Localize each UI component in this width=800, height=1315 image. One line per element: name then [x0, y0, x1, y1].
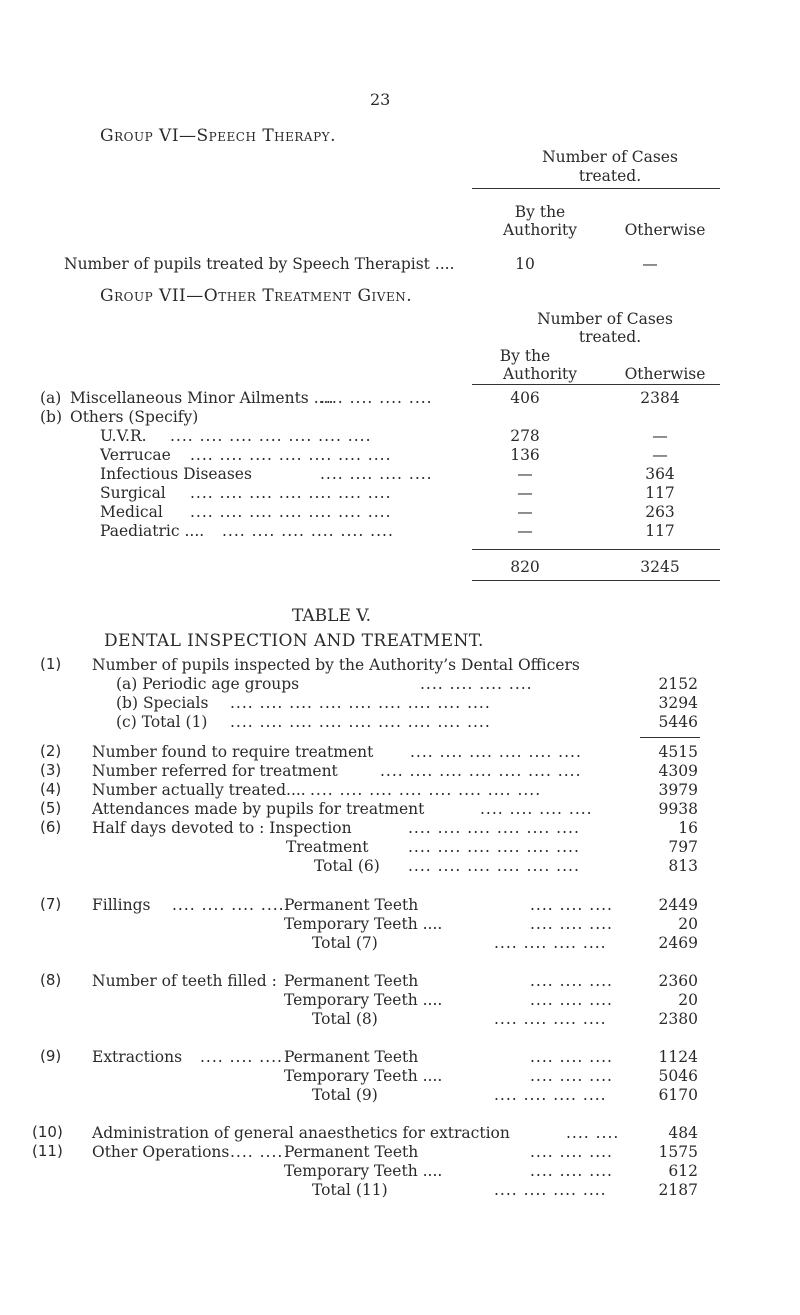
- item11-total-value: 2187: [658, 1181, 698, 1199]
- item8-total-dots: .... .... .... ....: [494, 1010, 607, 1028]
- group7-col-authority-line2: Authority: [502, 365, 578, 383]
- group7-row-dots: .... .... .... .... .... .... ....: [190, 446, 392, 464]
- item8-total-value: 2380: [658, 1010, 698, 1028]
- item-dots: .... .... .... .... .... ....: [410, 743, 582, 761]
- item10-index: (10): [32, 1123, 63, 1141]
- item6-inspection-value: 16: [678, 819, 698, 837]
- item11-label: Other Operations: [92, 1143, 230, 1161]
- item11-temp-label: Temporary Teeth ....: [284, 1162, 443, 1180]
- group7-total-authority: 820: [510, 558, 540, 576]
- group7-row-authority: —: [517, 503, 533, 521]
- group7-row-dots: .... .... .... ....: [320, 465, 433, 483]
- item8-perm-label: Permanent Teeth: [284, 972, 419, 990]
- group7-row-authority: 278: [510, 427, 540, 445]
- item9-perm-dots: .... .... ....: [530, 1048, 613, 1066]
- group7-row-otherwise: 263: [645, 503, 675, 521]
- group7-row-label: Surgical: [100, 484, 166, 502]
- item9-total-label: Total (9): [312, 1086, 378, 1104]
- item8-index: (8): [40, 971, 62, 989]
- group6-title: Group VI—Speech Therapy.: [100, 126, 336, 146]
- item1-index: (1): [40, 655, 62, 673]
- item11-total-label: Total (11): [312, 1181, 388, 1199]
- group7-row-label: Paediatric ....: [100, 522, 205, 540]
- item11-index: (11): [32, 1142, 63, 1160]
- group7-row-index: (b): [40, 408, 63, 426]
- item9-index: (9): [40, 1047, 62, 1065]
- item9-perm-value: 1124: [658, 1048, 698, 1066]
- group7-row-authority: 136: [510, 446, 540, 464]
- item9-total-value: 6170: [658, 1086, 698, 1104]
- item1-row-value: 5446: [658, 713, 698, 731]
- group7-row-dots: .... .... .... .... .... .... ....: [170, 427, 372, 445]
- group7-title: Group VII—Other Treatment Given.: [100, 286, 413, 306]
- item-index: (5): [40, 799, 62, 817]
- item7-total-label: Total (7): [312, 934, 378, 952]
- item7-total-value: 2469: [658, 934, 698, 952]
- item8-temp-label: Temporary Teeth ....: [284, 991, 443, 1009]
- group6-row-otherwise: —: [642, 255, 658, 273]
- item1-row-label: (a) Periodic age groups: [116, 675, 300, 693]
- group7-row-label: Miscellaneous Minor Ailments ....: [70, 389, 334, 407]
- group7-row-label: Verrucae: [100, 446, 171, 464]
- item-label: Attendances made by pupils for treatment: [92, 800, 425, 818]
- item8-label: Number of teeth filled :: [92, 972, 277, 990]
- group7-total-otherwise: 3245: [640, 558, 680, 576]
- group7-row-otherwise: —: [652, 446, 668, 464]
- item1-row-value: 3294: [658, 694, 698, 712]
- item7-perm-label: Permanent Teeth: [284, 896, 419, 914]
- item7-label: Fillings: [92, 896, 151, 914]
- item-value: 4515: [658, 743, 698, 761]
- item7-temp-label: Temporary Teeth ....: [284, 915, 443, 933]
- item7-perm-value: 2449: [658, 896, 698, 914]
- item6-index: (6): [40, 818, 62, 836]
- item7-temp-dots: .... .... ....: [530, 915, 613, 933]
- group7-row-label: U.V.R.: [100, 427, 147, 445]
- item10-value: 484: [668, 1124, 698, 1142]
- group7-row-label: Medical: [100, 503, 163, 521]
- group6-col-otherwise: Otherwise: [624, 221, 706, 239]
- group7-col-authority-line1: By the: [499, 347, 551, 365]
- item7-label-dots: .... .... .... ....: [172, 896, 285, 914]
- item11-temp-dots: .... .... ....: [530, 1162, 613, 1180]
- group6-cases-header-line1: Number of Cases: [542, 148, 678, 166]
- item1-row-value: 2152: [658, 675, 698, 693]
- item8-total-label: Total (8): [312, 1010, 378, 1028]
- group7-row-authority: 406: [510, 389, 540, 407]
- item8-temp-dots: .... .... ....: [530, 991, 613, 1009]
- group7-col-otherwise: Otherwise: [624, 365, 706, 383]
- item11-perm-value: 1575: [658, 1143, 698, 1161]
- item-label: Number referred for treatment: [92, 762, 338, 780]
- item1-row-label: (b) Specials: [116, 694, 209, 712]
- item9-label: Extractions: [92, 1048, 183, 1066]
- item11-temp-value: 612: [668, 1162, 698, 1180]
- item6-total-value: 813: [668, 857, 698, 875]
- item6-label: Half days devoted to : Inspection: [92, 819, 352, 837]
- group7-row-dots: .... .... .... .... .... .... ....: [190, 484, 392, 502]
- item-index: (4): [40, 780, 62, 798]
- item8-perm-value: 2360: [658, 972, 698, 990]
- item7-temp-value: 20: [678, 915, 698, 933]
- table5-subtitle: DENTAL INSPECTION AND TREATMENT.: [104, 631, 484, 651]
- group7-row-otherwise: —: [652, 427, 668, 445]
- item-value: 3979: [658, 781, 698, 799]
- item6-total-dots: .... .... .... .... .... ....: [408, 857, 580, 875]
- item1-row-label: (c) Total (1): [116, 713, 208, 731]
- item6-treatment-dots: .... .... .... .... .... ....: [408, 838, 580, 856]
- group7-row-otherwise: 2384: [640, 389, 680, 407]
- item10-dots: .... ....: [566, 1124, 620, 1142]
- group7-row-otherwise: 364: [645, 465, 675, 483]
- group7-row-authority: —: [517, 522, 533, 540]
- item6-total-label: Total (6): [314, 857, 380, 875]
- item-label: Number actually treated....: [92, 781, 306, 799]
- group7-cases-header-line2: treated.: [578, 328, 642, 346]
- item11-label-dots: .... ....: [230, 1143, 284, 1161]
- group6-row-label: Number of pupils treated by Speech Therapist ....: [64, 255, 455, 273]
- item-value: 4309: [658, 762, 698, 780]
- group6-cases-header-line2: treated.: [578, 167, 642, 185]
- group7-row-label: Others (Specify): [70, 408, 199, 426]
- item1-label: Number of pupils inspected by the Authority’s Dental Officers: [92, 656, 580, 674]
- group7-row-authority: —: [517, 484, 533, 502]
- group7-row-otherwise: 117: [645, 522, 675, 540]
- item11-perm-label: Permanent Teeth: [284, 1143, 419, 1161]
- item-dots: .... .... .... ....: [480, 800, 593, 818]
- item-dots: .... .... .... .... .... .... ....: [380, 762, 582, 780]
- group6-col-authority-line1: By the: [514, 203, 566, 221]
- item7-index: (7): [40, 895, 62, 913]
- item6-treatment-label: Treatment: [286, 838, 369, 856]
- page-number: 23: [370, 90, 391, 109]
- item1-row-dots: .... .... .... .... .... .... .... .... ....: [230, 694, 491, 712]
- group7-total-rule-bottom: [472, 580, 720, 581]
- item-index: (2): [40, 742, 62, 760]
- item1-row-dots: .... .... .... .... .... .... .... .... ....: [230, 713, 491, 731]
- item7-perm-dots: .... .... ....: [530, 896, 613, 914]
- group6-col-authority-line2: Authority: [502, 221, 578, 239]
- item-index: (3): [40, 761, 62, 779]
- group7-row-otherwise: 117: [645, 484, 675, 502]
- item-label: Number found to require treatment: [92, 743, 374, 761]
- item-dots: .... .... .... .... .... .... .... ....: [310, 781, 542, 799]
- item1-row-dots: .... .... .... ....: [420, 675, 533, 693]
- item9-temp-value: 5046: [658, 1067, 698, 1085]
- item8-temp-value: 20: [678, 991, 698, 1009]
- item6-inspection-dots: .... .... .... .... .... ....: [408, 819, 580, 837]
- item6-treatment-value: 797: [668, 838, 698, 856]
- group6-row-authority: 10: [515, 255, 535, 273]
- group7-row-authority: —: [517, 465, 533, 483]
- item9-temp-dots: .... .... ....: [530, 1067, 613, 1085]
- item8-perm-dots: .... .... ....: [530, 972, 613, 990]
- group7-row-dots: .... .... .... .... .... ....: [222, 522, 394, 540]
- item9-label-dots: .... .... ....: [200, 1048, 283, 1066]
- item11-total-dots: .... .... .... ....: [494, 1181, 607, 1199]
- group7-row-label: Infectious Diseases: [100, 465, 252, 483]
- table5-title: TABLE V.: [292, 606, 371, 626]
- item9-perm-label: Permanent Teeth: [284, 1048, 419, 1066]
- item7-total-dots: .... .... .... ....: [494, 934, 607, 952]
- group7-row-dots: .... .... .... .... .... .... ....: [190, 503, 392, 521]
- group7-row-index: (a): [40, 389, 62, 407]
- group7-header-rule: [472, 384, 720, 385]
- item11-perm-dots: .... .... ....: [530, 1143, 613, 1161]
- item9-total-dots: .... .... .... ....: [494, 1086, 607, 1104]
- item9-temp-label: Temporary Teeth ....: [284, 1067, 443, 1085]
- group7-row-dots: .... .... .... ....: [320, 389, 433, 407]
- item1-total-rule: [640, 737, 700, 738]
- item-value: 9938: [658, 800, 698, 818]
- group7-total-rule-top: [472, 549, 720, 550]
- group6-header-rule: [472, 188, 720, 189]
- group7-cases-header-line1: Number of Cases: [537, 310, 673, 328]
- item10-label: Administration of general anaesthetics for extraction: [92, 1124, 510, 1142]
